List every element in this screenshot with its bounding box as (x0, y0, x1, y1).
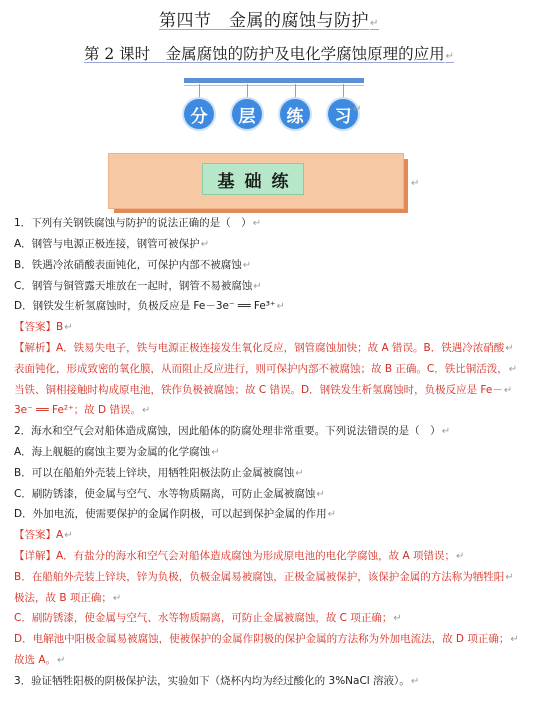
paragraph-mark: ↵ (200, 239, 210, 250)
paragraph-mark: ↵ (510, 634, 519, 645)
question-line: D．外加电流，使需要保护的金属作阴极，可以起到保护金属的作用↵ (14, 508, 336, 520)
answer-line: 3e⁻ ══ Fe²⁺；故 D 错误。↵ (14, 404, 151, 416)
question-line: A．海上舰艇的腐蚀主要为金属的化学腐蚀↵ (14, 446, 220, 458)
question-line: 1．下列有关钢铁腐蚀与防护的说法正确的是（ ）↵ (14, 217, 262, 229)
question-line: D．钢铁发生析氢腐蚀时，负极反应是 Fe－3e⁻ ══ Fe³⁺↵ (14, 300, 285, 312)
lesson-subtitle: 第 2 课时 金属腐蚀的防护及电化学腐蚀原理的应用↵ (83, 45, 455, 63)
paragraph-mark: ↵ (141, 405, 151, 416)
question-line: 3．验证牺牲阳极的阴极保护法，实验如下（烧杯内均为经过酸化的 3%NaCl 溶液）。↵ (14, 675, 420, 687)
paragraph-mark: ↵ (353, 104, 362, 115)
answer-line: 【详解】A．有盐分的海水和空气会对船体造成腐蚀为形成原电池的电化学腐蚀，故 A 项错误；↵ (14, 550, 465, 562)
basic-practice-label: 基础练 (202, 163, 304, 195)
question-line: A．钢管与电源正极连接，钢管可被保护↵ (14, 238, 210, 250)
paragraph-mark: ↵ (505, 572, 514, 583)
paragraph-mark: ↵ (456, 551, 465, 562)
paragraph-mark: ↵ (253, 281, 262, 292)
paragraph-mark: ↵ (64, 530, 73, 541)
practice-banner (184, 72, 364, 134)
paragraph-mark: ↵ (410, 676, 420, 687)
practice-char-4: 习 (328, 99, 358, 129)
practice-char-3: 练 (280, 99, 310, 129)
banner-bar (184, 78, 364, 83)
banner-bar-line (184, 85, 364, 86)
answer-line: D．电解池中阳极金属易被腐蚀，使被保护的金属作阴极的保护金属的方法称为外加电流法，故 D 项正确；↵ (14, 633, 519, 645)
answer-line: 当铁、铜相接触时构成原电池，铁作负极被腐蚀；故 C 错误。D．钢铁发生析氢腐蚀时，负极反应是 Fe－↵ (14, 384, 513, 396)
paragraph-mark: ↵ (508, 364, 518, 375)
paragraph-mark: ↵ (211, 447, 220, 458)
question-line: C．钢管与铜管露天堆放在一起时，钢管不易被腐蚀↵ (14, 280, 262, 292)
answer-line: 故选 A。↵ (14, 654, 66, 666)
answer-line: C．刷防锈漆，使金属与空气、水等物质隔离，可防止金属被腐蚀，故 C 项正确；↵ (14, 612, 402, 624)
section-title: 第四节 金属的腐蚀与防护↵ (159, 11, 379, 31)
paragraph-mark: ↵ (327, 509, 336, 520)
paragraph-mark: ↵ (276, 301, 285, 312)
question-line: C．刷防锈漆，使金属与空气、水等物质隔离，可防止金属被腐蚀↵ (14, 488, 325, 500)
answer-line: 【解析】A．铁易失电子，铁与电源正极连接发生氧化反应，钢管腐蚀加快；故 A 错误。B．铁遇冷浓硝酸↵ (14, 342, 514, 354)
question-line: 2．海水和空气会对船体造成腐蚀，因此船体的防腐处理非常重要。下列说法错误的是（ ）↵ (14, 425, 451, 437)
answer-line: 【答案】B↵ (14, 321, 73, 333)
practice-char-1: 分 (184, 99, 214, 129)
paragraph-mark: ↵ (316, 489, 325, 500)
question-line: B．可以在船舶外壳装上锌块，用牺牲阳极法防止金属被腐蚀↵ (14, 467, 304, 479)
answer-line: 表面钝化，形成致密的氧化膜，从而阻止反应进行，则可保护内部不被腐蚀；故 B 正确。C．铁比铜活泼，↵ (14, 363, 518, 375)
answer-line: B．在船舶外壳装上锌块，锌为负极，负极金属易被腐蚀，正极金属被保护，该保护金属的方法称为牺牲阳↵ (14, 571, 514, 583)
basic-practice-banner (108, 153, 406, 211)
paragraph-mark: ↵ (252, 218, 262, 229)
paragraph-mark: ↵ (441, 426, 451, 437)
paragraph-mark: ↵ (242, 260, 252, 271)
paragraph-mark: ↵ (411, 178, 420, 189)
paragraph-mark: ↵ (503, 385, 513, 396)
answer-line: 极法，故 B 项正确；↵ (14, 592, 122, 604)
paragraph-mark: ↵ (295, 468, 304, 479)
question-line: B．铁遇冷浓硝酸表面钝化，可保护内部不被腐蚀↵ (14, 259, 252, 271)
paragraph-mark: ↵ (505, 343, 514, 354)
paragraph-mark: ↵ (57, 655, 66, 666)
practice-char-2: 层 (232, 99, 262, 129)
paragraph-mark: ↵ (112, 593, 122, 604)
paragraph-mark: ↵ (393, 613, 402, 624)
paragraph-mark: ↵ (64, 322, 73, 333)
answer-line: 【答案】A↵ (14, 529, 73, 541)
